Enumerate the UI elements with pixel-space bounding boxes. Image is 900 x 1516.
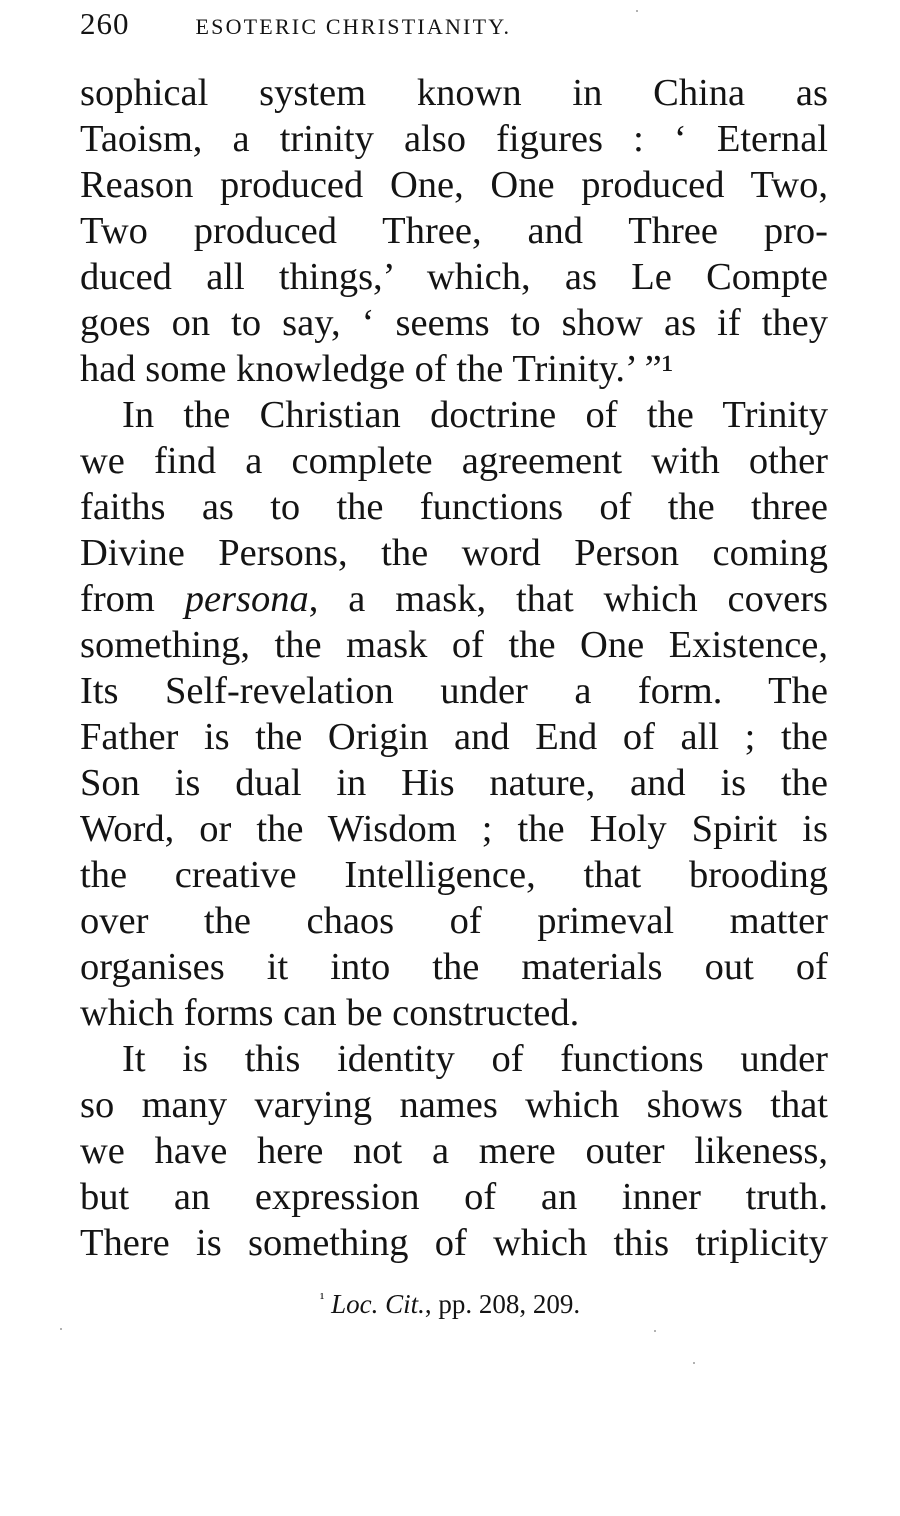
text-line: but an expression of an inner truth. [80,1176,828,1218]
text-line: the creative Intelligence, that brooding [80,854,828,896]
text-line: There is something of which this triplicity [80,1222,828,1264]
text-line: which forms can be constructed. [80,992,580,1034]
body-text [80,70,828,1266]
text-line: Word, or the Wisdom ; the Holy Spirit is [80,808,828,850]
text-line: duced all things,’ which, as Le Compte [80,256,828,298]
print-speck [636,10,638,12]
text-line: Reason produced One, One produced Two, [80,164,828,206]
text-line: faiths as to the functions of the three [80,486,828,528]
text-line: from persona, a mask, that which covers [80,578,828,620]
text-line: goes on to say, ‘ seems to show as if they [80,302,828,344]
footnote-source: Loc. Cit. [331,1289,425,1319]
text-line: so many varying names which shows that [80,1084,828,1126]
footnote [0,1282,900,1321]
footnote-marker: ¹ [319,1291,325,1307]
text-line: we find a complete agreement with other [80,440,828,482]
page-number: 260 [80,6,130,41]
italic-term: persona [184,578,309,620]
text-line: Son is dual in His nature, and is the [80,762,828,804]
text-line: over the chaos of primeval matter [80,900,828,942]
text-line: Taoism, a trinity also figures : ‘ Eternal [80,118,828,160]
text-line: had some knowledge of the Trinity.’ ”¹ [80,348,674,390]
text-line: sophical system known in China as [80,72,828,114]
text-line: something, the mask of the One Existence, [80,624,828,666]
text-line: Two produced Three, and Three pro- [80,210,828,252]
text-line: In the Christian doctrine of the Trinity [122,394,828,436]
running-title: ESOTERIC CHRISTIANITY. [195,14,512,39]
text-line: organises it into the materials out of [80,946,828,988]
text-line: Divine Persons, the word Person coming [80,532,828,574]
text-line: Father is the Origin and End of all ; the [80,716,828,758]
text-line: Its Self-revelation under a form. The [80,670,828,712]
page-header [80,2,511,46]
text-line: It is this identity of functions under [122,1038,828,1080]
text-line: we have here not a mere outer likeness, [80,1130,828,1172]
print-speck [693,1362,695,1364]
print-speck [60,1328,62,1330]
footnote-pages: , pp. 208, 209. [424,1289,581,1319]
print-speck [654,1330,656,1332]
